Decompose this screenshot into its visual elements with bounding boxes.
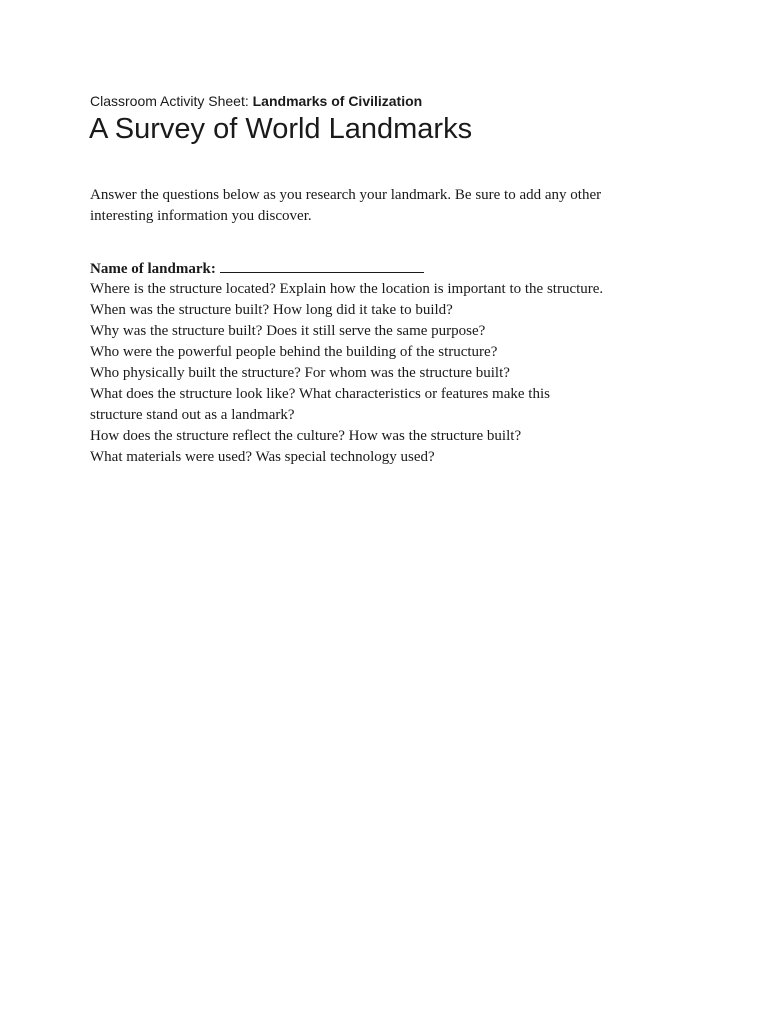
question-list [90, 279, 603, 468]
intro-line-2: interesting information you discover. [90, 208, 312, 224]
list-item: Why was the structure built? Does it still serve the same purpose? [90, 323, 486, 339]
landmark-name-field [90, 258, 424, 280]
list-item: Who physically built the structure? For whom was the structure built? [90, 365, 510, 381]
landmark-name-label: Name of landmark: [90, 261, 216, 277]
list-item: When was the structure built? How long did it take to build? [90, 302, 453, 318]
list-item: Who were the powerful people behind the building of the structure? [90, 344, 498, 360]
list-item: Where is the structure located? Explain how the location is important to the structure. [90, 281, 604, 297]
kicker-title: Landmarks of Civilization [252, 93, 423, 109]
list-item: structure stand out as a landmark? [90, 407, 295, 423]
list-item: What materials were used? Was special technology used? [90, 449, 435, 465]
list-item: What does the structure look like? What characteristics or features make this [90, 386, 550, 402]
page-title: A Survey of World Landmarks [89, 113, 473, 145]
intro-line-1: Answer the questions below as you research your landmark. Be sure to add any other [90, 187, 602, 203]
landmark-name-blank [220, 258, 424, 273]
list-item: How does the structure reflect the culture? How was the structure built? [90, 428, 522, 444]
sheet-kicker [90, 92, 422, 110]
kicker-prefix: Classroom Activity Sheet: [90, 93, 253, 109]
intro-paragraph [90, 185, 670, 227]
